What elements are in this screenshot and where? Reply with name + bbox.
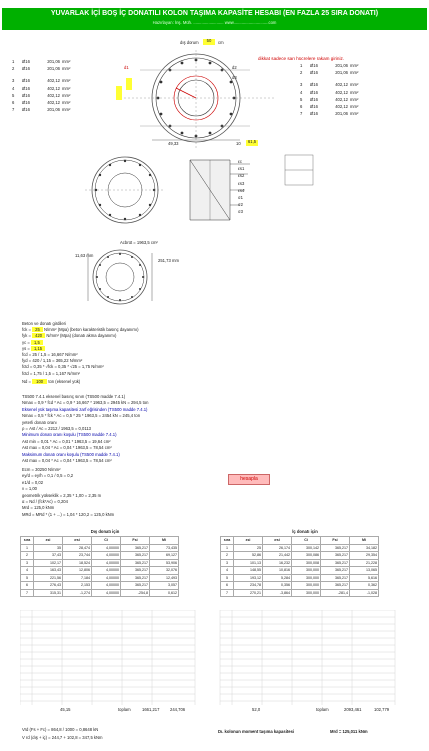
table-cell: 73,435 xyxy=(150,544,179,552)
table-row xyxy=(221,574,379,582)
rebar-right-row xyxy=(300,91,358,95)
table-row xyxy=(221,559,379,567)
rebar-right-index: 3 xyxy=(300,82,303,88)
table-row xyxy=(21,582,179,590)
table-cell: 7 xyxy=(21,589,34,597)
table-header-cell: sıra xyxy=(21,537,34,545)
table-cell: 365,217 xyxy=(321,574,350,582)
table-cell: 3,057 xyxy=(150,582,179,590)
footer-line-1: Vrd (Fs + Fc) = 864,8 / 1000 = 0,8648 kN xyxy=(22,727,99,732)
table-cell: 221,56 xyxy=(34,574,63,582)
table-cell: 2 xyxy=(221,552,234,560)
table-cell: 32,076 xyxy=(150,567,179,575)
table-cell: 101,13 xyxy=(234,559,263,567)
calc-line: Nmax = 0,9 * fcd * Ac = 0,9 * 16,667 * 1963,5 = 2945 kN = 294,5 ton xyxy=(22,400,149,406)
rebar-left-index: 1 xyxy=(12,59,15,64)
table-cell: 270,21 xyxy=(234,589,263,597)
strain-label: εs3 xyxy=(238,180,245,186)
rebar-left-index: 5 xyxy=(12,92,15,98)
rebar-list-left xyxy=(12,60,70,115)
rebar-right-row xyxy=(300,105,358,109)
footer-result-label: Dı. kolonun moment taşıma kapasitesi xyxy=(218,729,295,734)
table-cell: 10,816 xyxy=(263,567,292,575)
rebar-left-row xyxy=(12,60,70,64)
rebar-right-row xyxy=(300,112,358,116)
rebar-right-code: Ø16 xyxy=(310,70,318,76)
table-right-header: İç donatı için xyxy=(292,529,318,534)
gamma-c-input[interactable]: 1,5 xyxy=(31,340,43,345)
table-cell: 4,00000 xyxy=(92,559,121,567)
table-cell: 23,744 xyxy=(63,552,92,560)
table-cell: 365,217 xyxy=(321,559,350,567)
table-row xyxy=(221,544,379,552)
rebar-left-code: Ø16 xyxy=(22,92,30,98)
table-cell: 4 xyxy=(21,567,34,575)
fcd-line: fcd = 25 / 1,5 = 16,667 N/mm² xyxy=(22,352,78,358)
table-row xyxy=(221,582,379,590)
table-header-cell: sıra xyxy=(221,537,234,545)
strain-label: σ2 xyxy=(238,202,243,208)
inputs-title: Beton ve donatı girdileri xyxy=(22,321,66,326)
rebar-left-unit: mm² xyxy=(62,59,71,64)
table-cell: 26,174 xyxy=(263,544,292,552)
table-cell: 365,217 xyxy=(121,552,150,560)
right-total-label: toplam xyxy=(316,707,329,712)
table-cell: 0,356 xyxy=(263,582,292,590)
rebar-left-index: 7 xyxy=(12,107,15,113)
calc-line: Maksimum donatı oranı koşulu (TS500 madde 7.4.1) xyxy=(22,451,120,457)
table-cell: 52,86 xyxy=(234,552,263,560)
calc-line: yeterli donatı oranı xyxy=(22,419,57,425)
rebar-right-area: 402,12 xyxy=(335,89,348,95)
table-header-cell: εsi xyxy=(34,537,63,545)
rebar-left-area: 402,12 xyxy=(47,78,60,84)
table-cell: 29,354 xyxy=(350,552,379,560)
rebar-right-area: 201,06 xyxy=(335,111,348,117)
table-cell: 4 xyxy=(221,567,234,575)
dim-bottom-1: 49,33 xyxy=(168,141,179,146)
calc-line-2: ν = 1,00 xyxy=(22,486,38,492)
calc-line: Nmax = 0,5 * fck * Ac = 0,5 * 25 * 1963,5 = 2454 kN = 245,4 ton xyxy=(22,413,141,419)
table-cell: 7,184 xyxy=(63,574,92,582)
rebar-left-code: Ø16 xyxy=(22,59,30,64)
page-title: YUVARLAK İÇİ BOŞ İÇ DONATILI KOLON TAŞIMA KAPASİTE HESABI (EN FAZLA 25 SIRA DONATI) xyxy=(50,10,379,17)
table-cell: 365,217 xyxy=(121,574,150,582)
section-drawing-3 xyxy=(70,245,270,315)
table-left-header: Dış donatı için xyxy=(90,529,120,534)
table-cell: 300,000 xyxy=(292,582,321,590)
table-header-cell: Fsi xyxy=(321,537,350,545)
rebar-right-code: Ø16 xyxy=(310,104,318,110)
table-header-cell: Mi xyxy=(150,537,179,545)
rebar-right-unit: mm² xyxy=(350,104,359,110)
rebar-right-index: 6 xyxy=(300,104,303,110)
table-cell: 0,612 xyxy=(150,589,179,597)
table-cell: 4,00000 xyxy=(92,567,121,575)
dim-d3: d3 xyxy=(232,75,237,80)
table-cell: 69,127 xyxy=(150,552,179,560)
rebar-left-unit: mm² xyxy=(62,85,71,91)
table-cell: 5,284 xyxy=(263,574,292,582)
strain-label: σ3 xyxy=(238,209,243,215)
rebar-left-area: 402,12 xyxy=(47,100,60,106)
table-header-cell: σsi xyxy=(63,537,92,545)
table-cell: 4,00000 xyxy=(92,552,121,560)
table-header-cell: Ci xyxy=(292,537,321,545)
rebar-right-index: 4 xyxy=(300,89,303,95)
fctd-line: fctd = 0,35 * √fck = 0,35 * √25 = 1,75 N/mm² xyxy=(22,364,104,370)
calc-line: TS500 7.4.1 eksenel basınç sınırı (TS500 madde 7.4.1) xyxy=(22,394,126,399)
rebar-right-code: Ø16 xyxy=(310,89,318,95)
table-cell: 4,00000 xyxy=(92,544,121,552)
table-row xyxy=(21,544,179,552)
gamma-s-input[interactable]: 1,15 xyxy=(31,346,45,351)
table-cell: 365,217 xyxy=(321,582,350,590)
table-header-cell: εsi xyxy=(234,537,263,545)
calc-line: Ast max = 0,04 * Ac = 0,04 * 1963,5 = 78,54 cm² xyxy=(22,457,112,463)
table-cell: 13,065 xyxy=(350,567,379,575)
rebar-left-unit: mm² xyxy=(62,107,71,113)
rebar-left-row xyxy=(12,101,70,105)
right-total-mi: 102,779 xyxy=(374,707,390,712)
table-header-cell: Fsi xyxy=(121,537,150,545)
table-cell: 53,906 xyxy=(150,559,179,567)
calc-line: Eksenel yük taşıma kapasitesi zarf eğrisinden (TS500 madde 7.4.1) xyxy=(22,406,148,412)
calc-block-2 xyxy=(22,468,402,519)
table-left xyxy=(20,536,179,597)
dim-bottom-3[interactable]: 61,5 xyxy=(247,139,257,144)
table-cell: -3,864 xyxy=(263,589,292,597)
calc-line-2: MRd = MRd * (1 + ...) = 1,04 * 120,2 = 125,0 kNm xyxy=(22,511,115,517)
rebar-right-area: 402,12 xyxy=(335,104,348,110)
table-cell: 1 xyxy=(21,544,34,552)
page-subtitle: Hazırlayan: İnş. Müh. .......................... www..............................com xyxy=(152,20,277,25)
table-cell: 21,228 xyxy=(350,559,379,567)
rebar-left-unit: mm² xyxy=(62,66,71,72)
table-cell: 3 xyxy=(221,559,234,567)
table-cell: 300,000 xyxy=(292,567,321,575)
table-cell: -281,4 xyxy=(321,589,350,597)
left-total-mi: 244,706 xyxy=(170,707,186,712)
strain-label: σ1 xyxy=(238,195,243,201)
table-cell: 4,00000 xyxy=(92,574,121,582)
rebar-right-index: 5 xyxy=(300,96,303,102)
table-cell: 4,00000 xyxy=(92,589,121,597)
table-cell: 3 xyxy=(21,559,34,567)
rebar-left-index: 4 xyxy=(12,85,15,91)
rebar-right-row xyxy=(300,98,358,102)
table-cell: 365,217 xyxy=(121,567,150,575)
table-cell: 21,442 xyxy=(263,552,292,560)
table-left-container xyxy=(20,530,190,597)
strain-label: εs2 xyxy=(238,173,245,179)
table-cell: -254,8 xyxy=(121,589,150,597)
table-row xyxy=(21,552,179,560)
table-cell: 12,493 xyxy=(150,574,179,582)
rebar-right-unit: mm² xyxy=(350,89,359,95)
rebar-left-row xyxy=(12,87,70,91)
rebar-left-unit: mm² xyxy=(62,100,71,106)
rebar-right-unit: mm² xyxy=(350,70,359,76)
table-cell: 315,31 xyxy=(34,589,63,597)
rebar-left-area: 402,12 xyxy=(47,92,60,98)
dim-d1: d1 xyxy=(124,65,129,70)
table-cell: 148,55 xyxy=(234,567,263,575)
dim-circle3-left: 11,63 mm xyxy=(75,253,94,258)
rebar-right-index: 2 xyxy=(300,70,303,76)
nd-input[interactable]: 100 xyxy=(32,379,47,384)
table-cell: 5,616 xyxy=(350,574,379,582)
table-cell: 300,000 xyxy=(292,589,321,597)
table-cell: 102,17 xyxy=(34,559,63,567)
table-cell: 163,43 xyxy=(34,567,63,575)
rebar-right-row xyxy=(300,71,358,75)
table-cell: 35 xyxy=(34,544,63,552)
area-label: Acbrüt = 1963,5 cm² xyxy=(120,240,158,245)
table-cell: 34,182 xyxy=(350,544,379,552)
table-cell: 37,43 xyxy=(34,552,63,560)
table-cell: 365,217 xyxy=(121,559,150,567)
fyd-line: fyd = 420 / 1,15 = 365,22 N/mm² xyxy=(22,358,83,364)
table-row xyxy=(21,574,179,582)
table-right-container xyxy=(220,530,390,597)
table-cell: 300,086 xyxy=(292,552,321,560)
rebar-right-area: 402,12 xyxy=(335,82,348,88)
rebar-left-row xyxy=(12,108,70,112)
strain-label: εs4 xyxy=(238,187,245,193)
table-cell: 300,008 xyxy=(292,559,321,567)
rebar-left-row xyxy=(12,67,70,71)
title-bar xyxy=(2,8,427,30)
table-empty-grid xyxy=(20,610,410,705)
rebar-right-unit: mm² xyxy=(350,82,359,88)
footer-result-value: Mrd = 125,011 kNm xyxy=(330,729,368,734)
rebar-right-area: 402,12 xyxy=(335,96,348,102)
table-row xyxy=(21,589,179,597)
table-cell: 1 xyxy=(221,544,234,552)
rebar-left-code: Ø16 xyxy=(22,85,30,91)
calc-line-2: geometrik yükseklik = 2,35 * 1,00 = 2,35 m xyxy=(22,492,102,498)
table-cell: 12,806 xyxy=(63,567,92,575)
strain-labels xyxy=(238,160,298,218)
rebar-list-right xyxy=(300,64,358,119)
table-cell: 276,43 xyxy=(34,582,63,590)
table-row xyxy=(21,567,179,575)
right-sum: 52,0 xyxy=(252,707,261,712)
table-cell: 7 xyxy=(221,589,234,597)
rebar-right-unit: mm² xyxy=(350,111,359,117)
rebar-right-code: Ø16 xyxy=(310,111,318,117)
table-cell: 365,217 xyxy=(321,567,350,575)
table-cell: 6 xyxy=(21,582,34,590)
calc-block-1 xyxy=(22,395,402,465)
table-cell: 300,142 xyxy=(292,544,321,552)
dim-circle3-right: 251,73 mm xyxy=(158,258,179,263)
table-cell: 234,78 xyxy=(234,582,263,590)
table-cell: 5 xyxy=(21,574,34,582)
table-header-cell: σsi xyxy=(263,537,292,545)
table-cell: 0,362 xyxy=(350,582,379,590)
rebar-right-code: Ø16 xyxy=(310,63,318,68)
table-cell: 2,153 xyxy=(63,582,92,590)
table-cell: 18,524 xyxy=(63,559,92,567)
calc-line: ρ = Ast / Ac = 2212 / 1963,5 = 0,0113 xyxy=(22,425,92,431)
rebar-right-code: Ø16 xyxy=(310,82,318,88)
table-cell: 300,000 xyxy=(292,574,321,582)
table-header-cell: Ci xyxy=(92,537,121,545)
rebar-right-unit: mm² xyxy=(350,63,359,68)
dim-bottom-2: 10 xyxy=(236,141,241,146)
rebar-left-row xyxy=(12,79,70,83)
rebar-left-code: Ø16 xyxy=(22,107,30,113)
table-cell: -1,028 xyxy=(350,589,379,597)
notice-text: dikkat sadece sarı hücrelere rakam giriniz. xyxy=(258,56,345,61)
rebar-left-code: Ø16 xyxy=(22,100,30,106)
dim-d2: d2 xyxy=(232,65,237,70)
table-header-cell: Mi xyxy=(350,537,379,545)
rebar-left-code: Ø16 xyxy=(22,78,30,84)
rebar-left-area: 402,12 xyxy=(47,85,60,91)
fctd2-line: fctd = 1,75 / 1,5 = 1,167 N/mm² xyxy=(22,370,80,376)
table-cell: 365,217 xyxy=(121,582,150,590)
rebar-left-area: 201,06 xyxy=(47,107,60,113)
outer-diameter-input[interactable]: 50 xyxy=(203,39,215,45)
calculate-button[interactable]: hesapla xyxy=(228,474,270,485)
table-cell: 365,217 xyxy=(321,544,350,552)
footer-line-2: V rd (dış + iç) = 244,7 + 102,8 = 347,5 kNm xyxy=(22,735,103,740)
calc-line-2: Mrd = 125,0 kNm xyxy=(22,505,55,511)
table-row xyxy=(221,567,379,575)
table-cell: 365,217 xyxy=(321,552,350,560)
rebar-right-index: 1 xyxy=(300,63,303,68)
calc-line: Minimum donatı oranı koşulu (TS500 madde 7.4.1) xyxy=(22,432,117,438)
rebar-right-code: Ø16 xyxy=(310,96,318,102)
rebar-right-area: 201,06 xyxy=(335,70,348,76)
rebar-left-unit: mm² xyxy=(62,92,71,98)
rebar-left-row xyxy=(12,94,70,98)
right-total-fsi: 2093,461 xyxy=(344,707,362,712)
calc-line-2: α = Nd / (fck*Ac) = 0,204 xyxy=(22,498,68,504)
rebar-right-row xyxy=(300,64,358,68)
strain-label: εs1 xyxy=(238,166,245,172)
rebar-left-code: Ø16 xyxy=(22,66,30,72)
left-total-label: toplam xyxy=(118,707,131,712)
table-cell: 365,217 xyxy=(121,544,150,552)
outer-diameter-unit: cm xyxy=(218,40,224,45)
calc-line-2: Ecm = 30250 N/mm² xyxy=(22,467,61,472)
table-cell: 28,474 xyxy=(63,544,92,552)
calc-line-2: ey/d = ey/h = 0,1 / 0,5 = 0,2 xyxy=(22,473,74,479)
calc-line: Ast min = 0,01 * Ac = 0,01 * 1963,5 = 19,64 cm² xyxy=(22,438,111,444)
calc-line: Ast max = 0,04 * Ac = 0,04 * 1963,5 = 78,54 cm² xyxy=(22,445,112,451)
table-cell: 25 xyxy=(234,544,263,552)
rebar-right-row xyxy=(300,83,358,87)
table-cell: 2 xyxy=(21,552,34,560)
left-sum: 45,15 xyxy=(60,707,71,712)
table-right xyxy=(220,536,379,597)
rebar-left-area: 201,06 xyxy=(47,59,60,64)
inputs-section: Beton ve donatı girdileri fck = 25 N/mm² (Mpa) (beton karakteristik basınç dayanımı) fyk = 420 N/mm² (Mpa) (donatı akma dayanımı) γc = 1,5 γs = 1,15 fcd = 25 / 1,5 = 16,667 N/mm² fyd = 420 / 1,15 = 365,22 N/mm² fctd = 0,35 * √fck = 0,35 * √25 = 1,75 N/mm² fctd = 1,75 / 1,5 = 1,167 N/mm² Nd = 100 ton (eksenel yük) xyxy=(22,322,282,384)
rebar-left-index: 2 xyxy=(12,66,15,72)
rebar-right-area: 201,06 xyxy=(335,63,348,68)
rebar-left-index: 6 xyxy=(12,100,15,106)
rebar-left-index: 3 xyxy=(12,78,15,84)
table-cell: 16,232 xyxy=(263,559,292,567)
rebar-right-unit: mm² xyxy=(350,96,359,102)
outer-diameter-label: dış dorum xyxy=(180,40,199,45)
table-cell: 5 xyxy=(221,574,234,582)
table-cell: 193,12 xyxy=(234,574,263,582)
rebar-right-index: 7 xyxy=(300,111,303,117)
fck-input[interactable]: 25 xyxy=(32,327,43,332)
left-total-fsi: 1661,217 xyxy=(142,707,160,712)
rebar-left-area: 201,06 xyxy=(47,66,60,72)
calc-line-2: e1/d = 0,02 xyxy=(22,479,44,485)
table-header-row xyxy=(221,537,379,545)
table-row xyxy=(221,552,379,560)
table-cell: -1,274 xyxy=(63,589,92,597)
table-cell: 4,00000 xyxy=(92,582,121,590)
rebar-left-unit: mm² xyxy=(62,78,71,84)
strain-label: εc xyxy=(238,159,242,164)
table-row xyxy=(21,559,179,567)
table-cell: 6 xyxy=(221,582,234,590)
table-row xyxy=(221,589,379,597)
fyk-input[interactable]: 420 xyxy=(32,333,45,338)
table-header-row xyxy=(21,537,179,545)
